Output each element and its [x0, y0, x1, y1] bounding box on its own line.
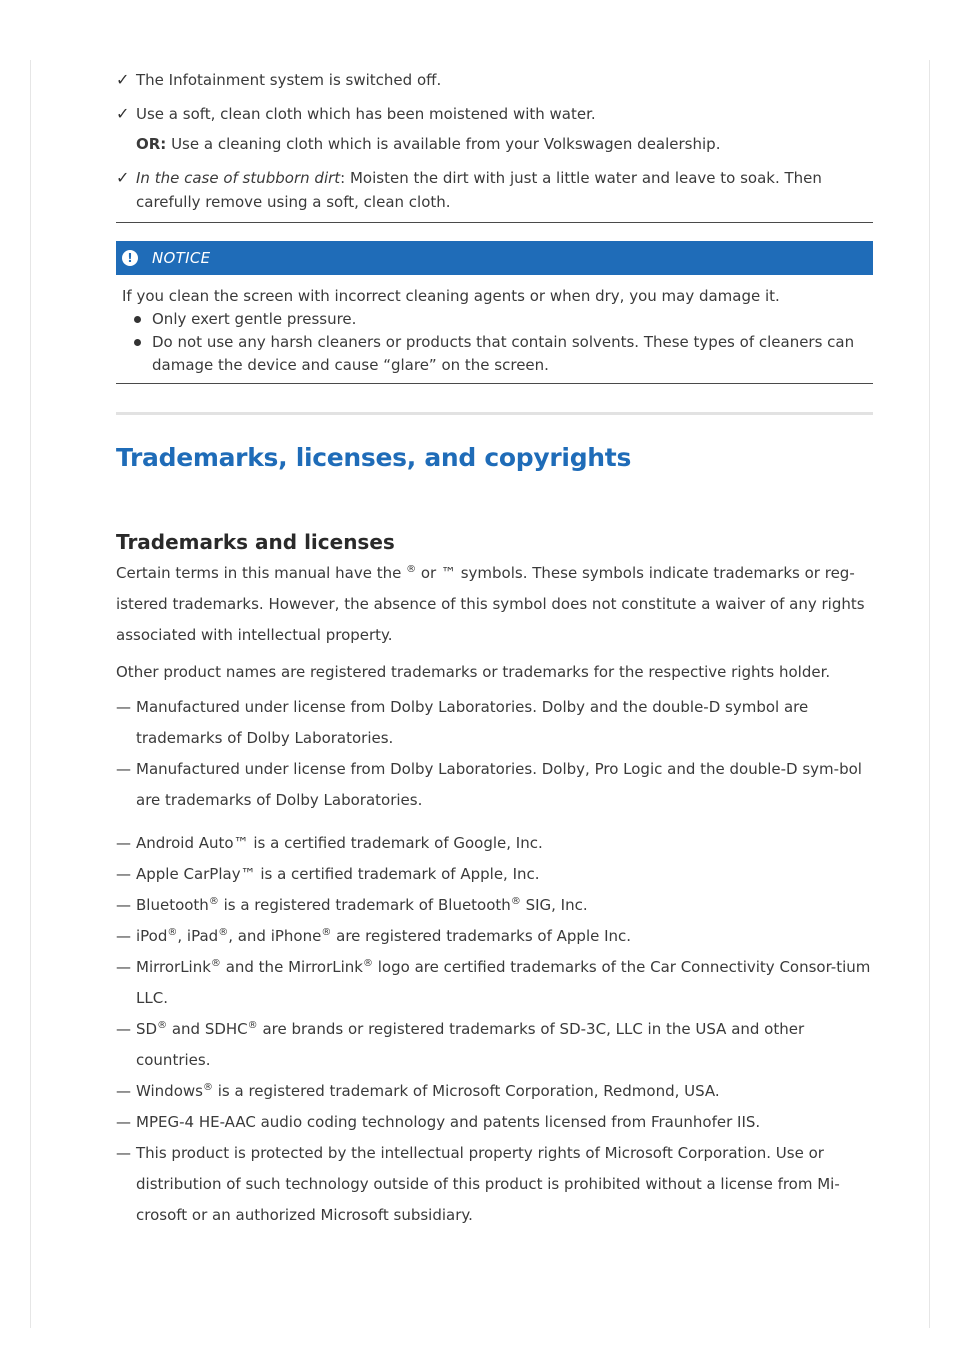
- notice-bullet: Do not use any harsh cleaners or products that contain solvents. These types of cleaners can damage the device and cause “glare” on the screen.: [128, 331, 873, 377]
- list-item: — Windows® is a registered trademark of Microsoft Corporation, Redmond, USA.: [116, 1082, 720, 1100]
- list-item: — MPEG-4 HE-AAC audio coding technology and patents licensed from Fraunhofer IIS.: [116, 1113, 761, 1131]
- manual-page: [116, 68, 873, 1231]
- checklist-item: ✓ In the case of stubborn dirt: Moisten the dirt with just a little water and leave to soak. Then carefully remove using a soft, clean cloth.: [116, 168, 822, 211]
- alternative-option: OR: Use a cleaning cloth which is available from your Volkswagen dealership.: [136, 135, 721, 153]
- checklist-item: ✓ The Infotainment system is switched off.: [116, 68, 873, 92]
- list-item: — This product is protected by the intellectual property rights of Microsoft Corporation. Use or distribution of such technology outside of this product is prohibited without a license from Mi-crosoft or an authorized Microsoft subsidiary.: [116, 1144, 840, 1224]
- other-products-paragraph: Other product names are registered trademarks or trademarks for the respective rights holder.: [116, 663, 831, 681]
- checkmark-icon: ✓: [116, 70, 130, 89]
- notice-label: NOTICE: [152, 249, 211, 267]
- list-item: — SD® and SDHC® are brands or registered trademarks of SD-3C, LLC in the USA and other countries.: [116, 1020, 805, 1069]
- list-item: — MirrorLink® and the MirrorLink® logo are certified trademarks of the Car Connectivity Consor-tium LLC.: [116, 958, 871, 1007]
- list-item: — Manufactured under license from Dolby Laboratories. Dolby and the double-D symbol are trademarks of Dolby Laboratories.: [116, 698, 809, 747]
- list-item: — Manufactured under license from Dolby Laboratories. Dolby, Pro Logic and the double-D sym-bol are trademarks of Dolby Laboratories.: [116, 760, 862, 809]
- list-item: — Android Auto™ is a certified trademark of Google, Inc.: [116, 834, 543, 852]
- intro-paragraph: Certain terms in this manual have the ® or ™ symbols. These symbols indicate trademarks or reg-istered trademarks. However, the absence of this symbol does not constitute a waiver of any rights associated with intellectual property.: [116, 564, 865, 644]
- page-frame-right: [929, 60, 930, 1328]
- trademark-list: [116, 692, 873, 1231]
- divider: [116, 383, 873, 384]
- list-item: — Bluetooth® is a registered trademark of Bluetooth® SIG, Inc.: [116, 896, 588, 914]
- section-title: Trademarks, licenses, and copyrights: [116, 443, 632, 472]
- list-item: — Apple CarPlay™ is a certified trademark of Apple, Inc.: [116, 865, 540, 883]
- notice-body: [116, 275, 873, 383]
- checkmark-icon: ✓: [116, 168, 130, 187]
- section-separator: [116, 412, 873, 415]
- exclamation-icon: !: [122, 250, 138, 266]
- notice-bullet: Only exert gentle pressure.: [128, 308, 873, 331]
- checkmark-icon: ✓: [116, 104, 130, 123]
- notice-intro: If you clean the screen with incorrect cleaning agents or when dry, you may damage it.: [122, 287, 780, 305]
- divider: [116, 222, 873, 223]
- subsection-title: Trademarks and licenses: [116, 530, 395, 554]
- page-frame-left: [30, 60, 31, 1328]
- list-item: — iPod®, iPad®, and iPhone® are registered trademarks of Apple Inc.: [116, 927, 632, 945]
- checklist-item: ✓ Use a soft, clean cloth which has been moistened with water. OR: Use a cleaning cloth which is available from your Volkswagen dealership.: [116, 102, 873, 156]
- notice-header: [116, 241, 873, 275]
